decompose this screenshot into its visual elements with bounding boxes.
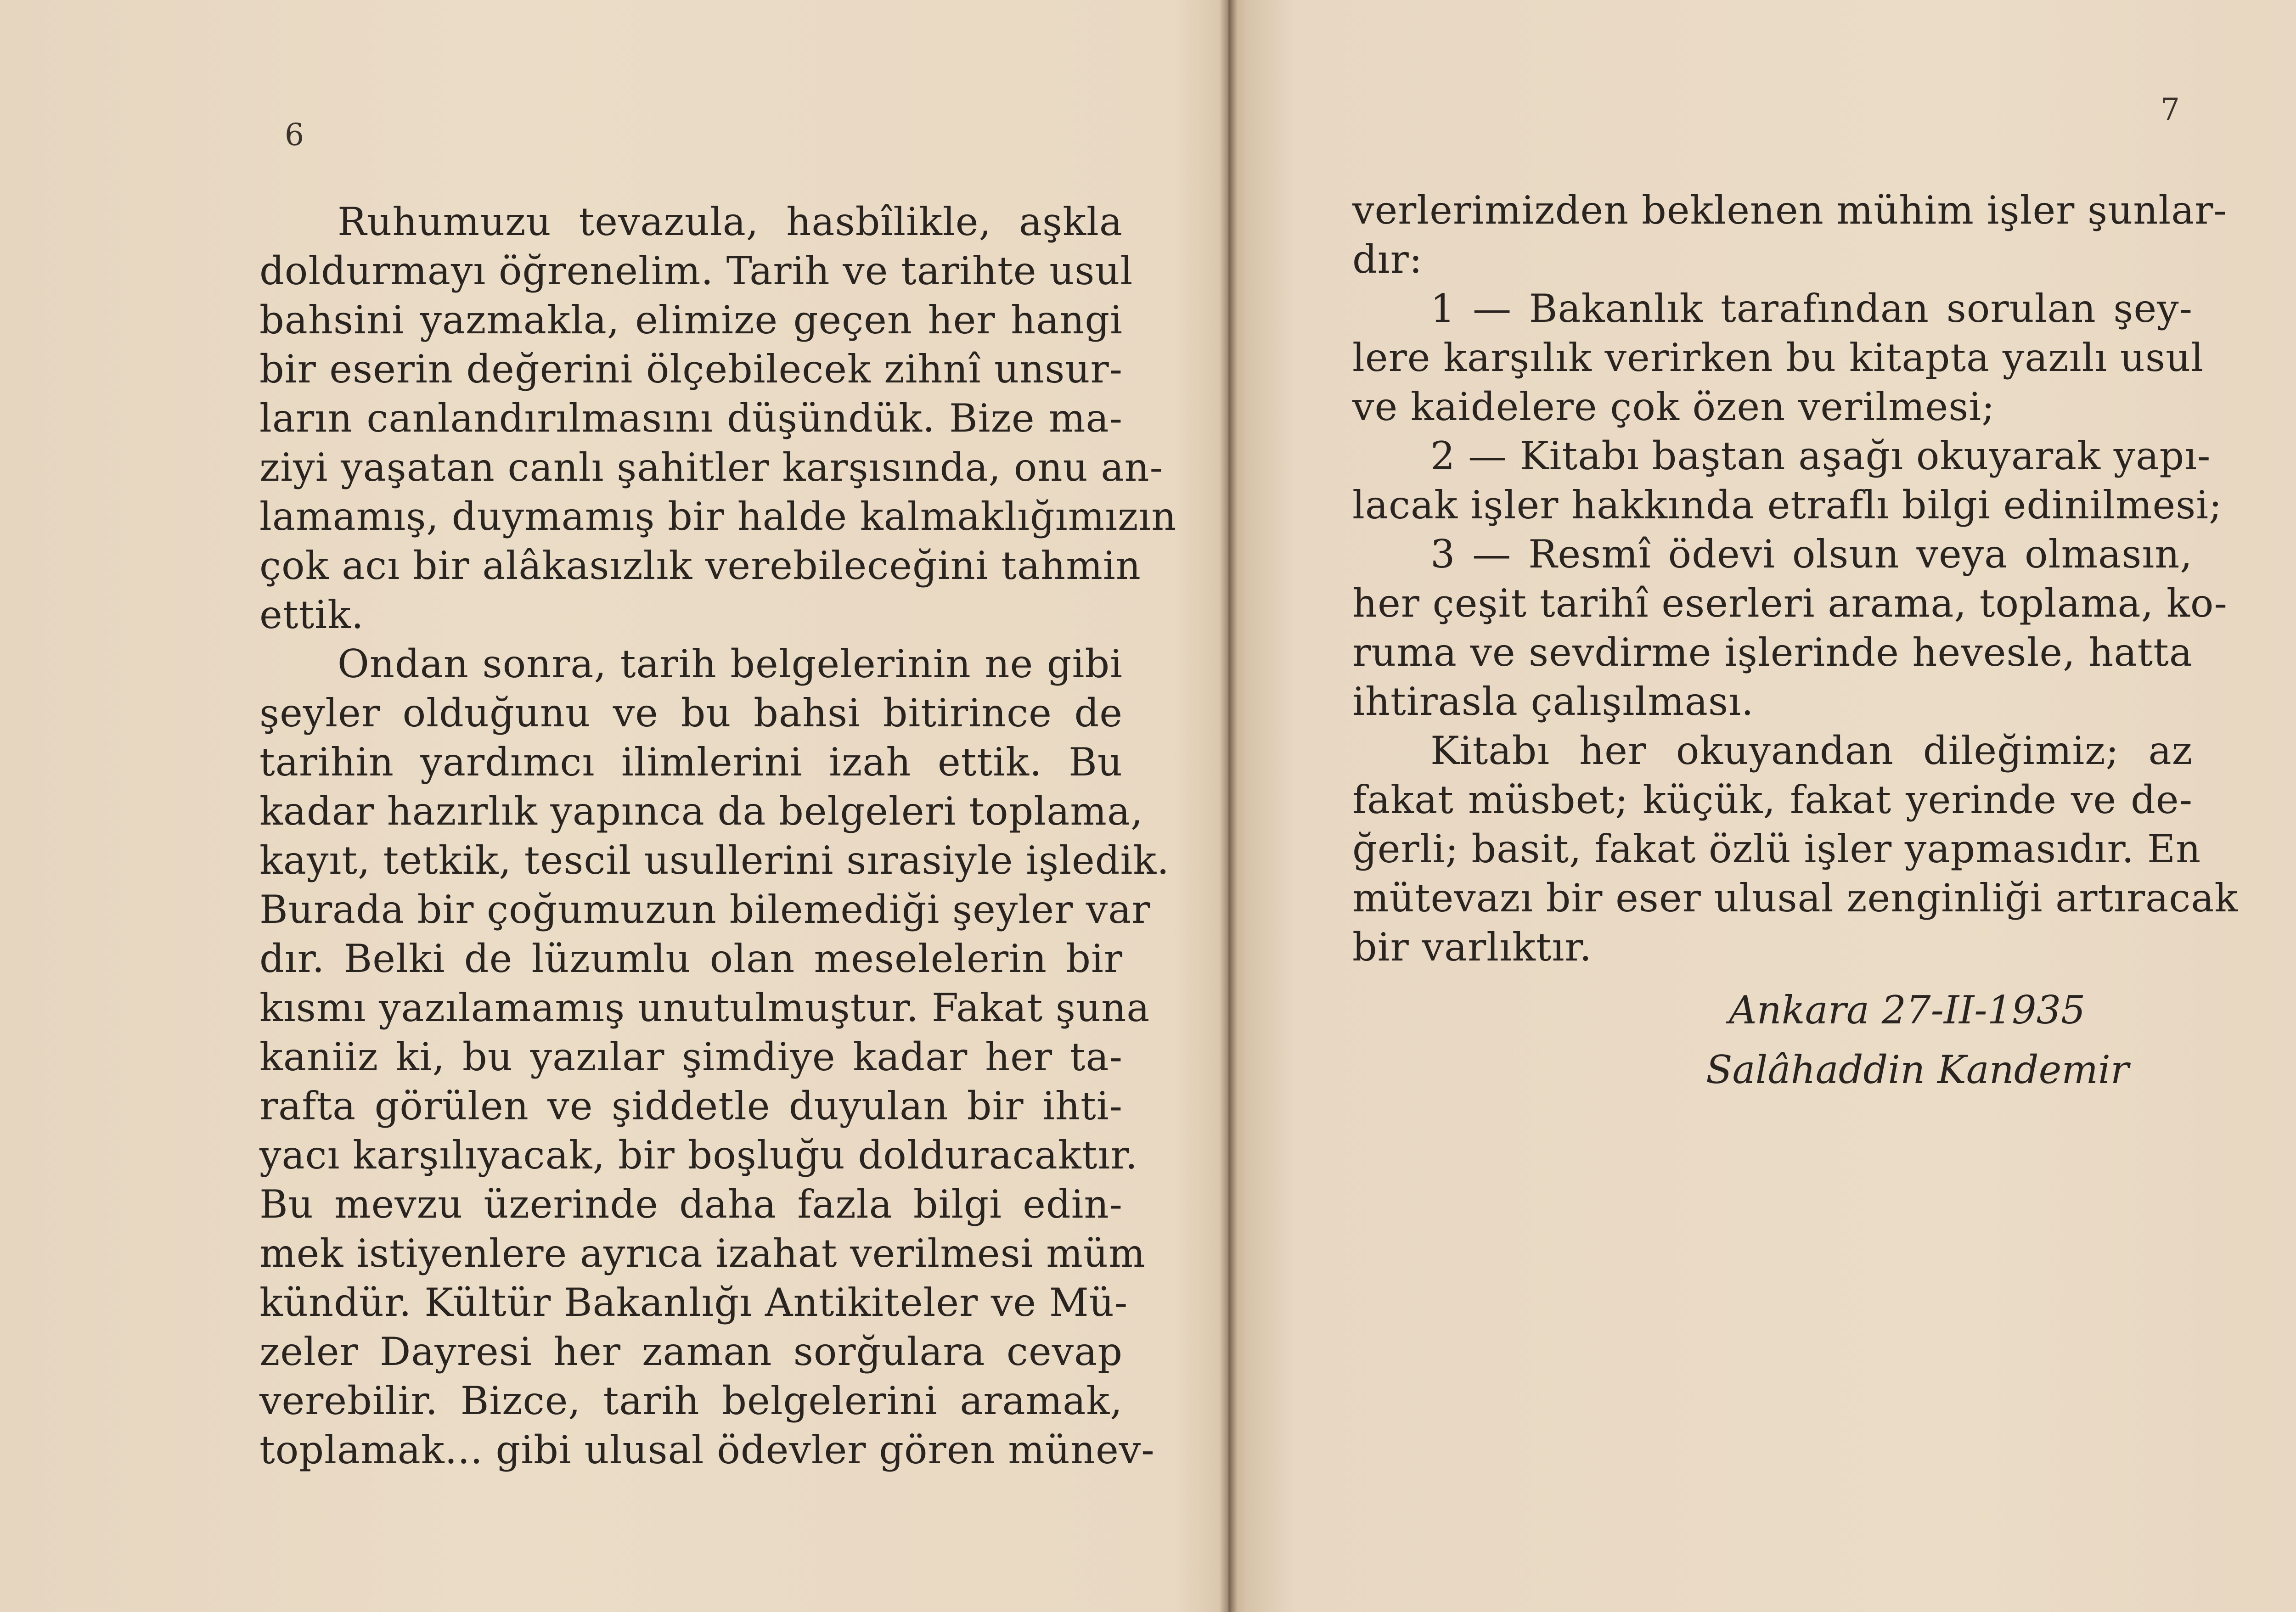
text-line: Ruhumuzu tevazula, hasbîlikle, aşkla [338,199,1123,244]
text-line: ettik. [259,592,364,637]
right-page-number: 7 [2161,92,2180,127]
text-line: 2 — Kitabı baştan aşağı okuyarak yapı- [1430,433,2211,478]
right-page-text [1352,186,2239,972]
signature-author: Salâhaddin Kandemir [1706,1047,2129,1092]
signature-place-date: Ankara 27-II-1935 [1729,988,2086,1033]
text-line: bir eserin değerini ölçebilecek zihnî unsur- [259,347,1123,392]
book-gutter [1219,0,1238,1612]
text-line: tarihin yardımcı ilimlerini izah ettik. Bu [259,740,1123,785]
text-line: ihtirasla çalışılması. [1352,679,1754,724]
text-line: dır: [1352,237,1423,282]
signature-block [1706,980,2129,1100]
text-line: verlerimizden beklenen mühim işler şunlar- [1352,188,2227,233]
text-line: kadar hazırlık yapınca da belgeleri toplama, [259,789,1143,834]
text-line: Bu mevzu üzerinde daha fazla bilgi edin- [259,1182,1123,1227]
text-line: lacak işler hakkında etraflı bilgi edinilmesi; [1352,483,2223,528]
text-line: zeler Dayresi her zaman sorğulara cevap [259,1329,1123,1374]
text-line: kaniiz ki, bu yazılar şimdiye kadar her ta- [259,1034,1123,1079]
text-line: ğerli; basit, fakat özlü işler yapmasıdır. En [1352,826,2201,871]
text-line: rafta görülen ve şiddetle duyulan bir ihti- [259,1084,1123,1129]
text-line: kündür. Kültür Bakanlığı Antikiteler ve Mü- [259,1280,1128,1325]
left-page-number: 6 [285,117,304,152]
text-line: doldurmayı öğrenelim. Tarih ve tarihte usul [259,248,1133,293]
left-page-text [259,197,1177,1475]
text-line: her çeşit tarihî eserleri arama, toplama, ko- [1352,581,2228,626]
text-line: kısmı yazılamamış unutulmuştur. Fakat şuna [259,985,1150,1030]
text-line: ziyi yaşatan canlı şahitler karşısında, onu an- [259,445,1163,490]
text-line: ruma ve sevdirme işlerinde hevesle, hatta [1352,630,2193,675]
text-line: ların canlandırılmasını düşündük. Bize ma- [259,396,1123,441]
text-line: 3 — Resmî ödevi olsun veya olmasın, [1430,532,2193,577]
text-line: lamamış, duymamış bir halde kalmaklığımızın [259,494,1177,539]
text-line: bahsini yazmakla, elimize geçen her hangi [259,298,1123,343]
text-line: mütevazı bir eser ulusal zenginliği artıracak [1352,876,2239,921]
text-line: mek istiyenlere ayrıca izahat verilmesi müm [259,1231,1146,1276]
text-line: dır. Belki de lüzumlu olan meselelerin bir [259,936,1123,981]
text-line: bir varlıktır. [1352,925,1593,970]
text-line: ve kaidelere çok özen verilmesi; [1352,384,1995,429]
text-line: Kitabı her okuyandan dileğimiz; az [1430,728,2193,773]
text-line: çok acı bir alâkasızlık verebileceğini tahmin [259,543,1141,588]
text-line: 1 — Bakanlık tarafından sorulan şey- [1430,286,2193,331]
text-line: Ondan sonra, tarih belgelerinin ne gibi [338,641,1123,686]
text-line: fakat müsbet; küçük, fakat yerinde ve de- [1352,777,2193,822]
text-line: yacı karşılıyacak, bir boşluğu dolduracaktır. [259,1133,1138,1178]
text-line: lere karşılık verirken bu kitapta yazılı usul [1352,335,2204,380]
text-line: verebilir. Bizce, tarih belgelerini aramak, [259,1378,1123,1423]
text-line: kayıt, tetkik, tescil usullerini sırasiyle işledik. [259,838,1170,883]
text-line: Burada bir çoğumuzun bilemediği şeyler var [259,887,1151,932]
text-line: şeyler olduğunu ve bu bahsi bitirince de [259,691,1123,736]
text-line: toplamak... gibi ulusal ödevler gören münev- [259,1427,1155,1472]
